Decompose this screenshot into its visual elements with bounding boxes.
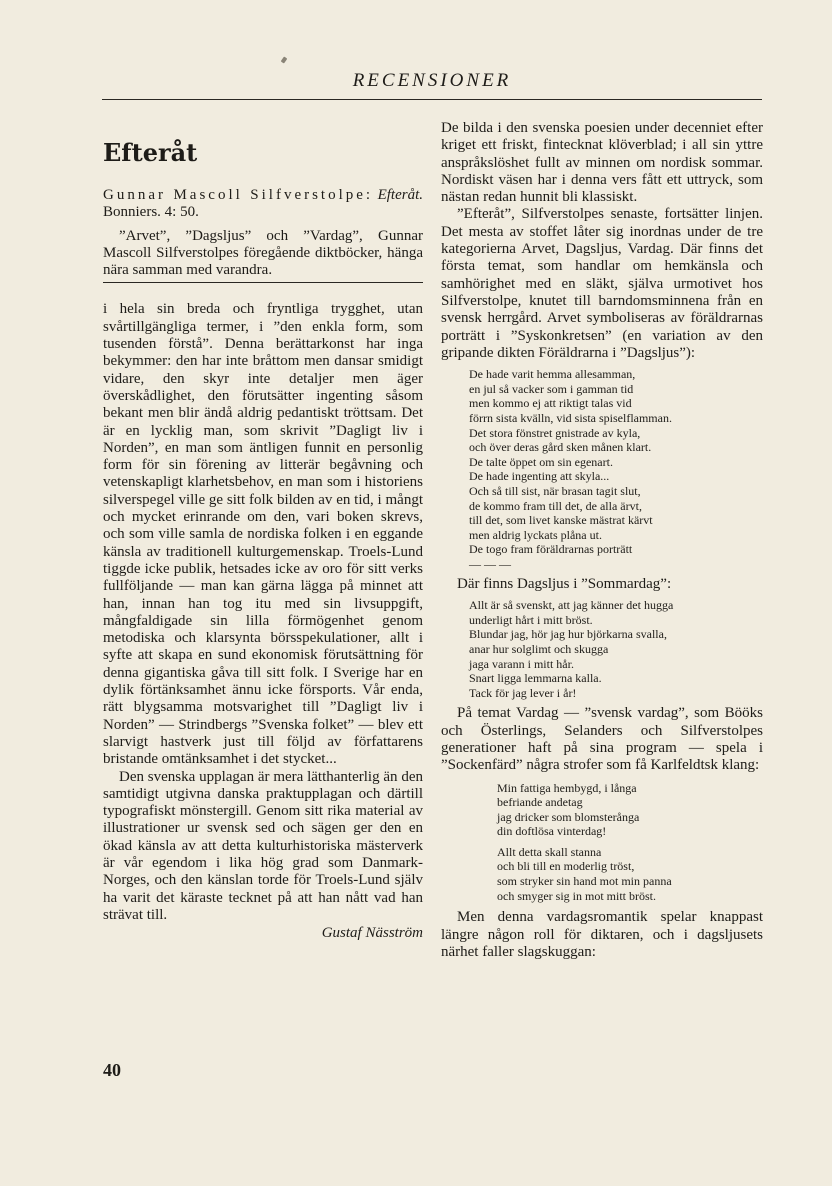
right-paragraph-2: ”Efteråt”, Silfverstolpes senaste, fortsätter linjen. Det mesta av stoffet låter sig inordnas under de tre kategorierna Arvet, Dagsljus, Vardag. Där finns det första temat, som handlar om hemkänsla och samhörighet med en släkt, själva urmotivet hos Silfverstolpe, knutet till barndomsminnena från en svensk herrgård. Arvet symboliseras av föräldrarnas porträtt i ”Syskonkretsen” (en variation av den gripande dikten Föräldrarna i ”Dagsljus”): <box>441 206 763 361</box>
right-paragraph-5: Men denna vardagsromantik spelar knappast längre någon roll för diktaren, och i dagsljusets närhet faller slagskuggan: <box>441 909 763 960</box>
poem-line: de kommo fram till det, de alla ärvt, <box>469 498 642 513</box>
poem-sommardag <box>469 598 763 700</box>
section-header: RECENSIONER <box>352 70 512 91</box>
article-title: Efteråt <box>103 138 198 167</box>
poem-line: jaga varann i mitt hår. <box>469 656 574 671</box>
byline-publisher: Bonniers. 4: 50. <box>103 204 199 221</box>
left-column <box>103 120 423 942</box>
poem-end-dashes: — — — <box>469 556 511 571</box>
poem-syskonkretsen <box>469 367 763 571</box>
byline <box>103 187 423 222</box>
page-number: 40 <box>103 1060 121 1080</box>
poem-line: befriande andetag <box>497 795 583 810</box>
right-paragraph-4: På temat Vardag — ”svensk vardag”, som Bööks och Österlings, Selanders och Silfverstolpes generationer haft på sina program — spela i ”Sockenfärd” några strofer som få Karlfeldtsk klang: <box>441 705 763 774</box>
byline-author: Gunnar Mascoll Silfverstolpe: <box>103 187 374 203</box>
poem-line: och smyger sig in mot mitt bröst. <box>497 888 656 903</box>
poem-line: och bli till en moderlig tröst, <box>497 859 635 874</box>
signature: Gustaf Näsström <box>321 925 423 942</box>
poem-line: Det stora fönstret gnistrade av kyla, <box>469 425 641 440</box>
poem-line: men aldrig lyckats plåna ut. <box>469 527 602 542</box>
poem-line: De hade ingenting att skyla... <box>469 469 610 484</box>
byline-book: Efteråt. <box>377 187 423 203</box>
poem-line: Blundar jag, hör jag hur björkarna svalla, <box>469 627 667 642</box>
poem-line: anar hur solglimt och skugga <box>469 641 609 656</box>
poem-line: din doftlösa vinterdag! <box>497 824 607 839</box>
poem-line: jag dricker som blomsterånga <box>497 809 640 824</box>
poem-line: Min fattiga hembygd, i långa <box>497 780 637 795</box>
right-paragraph-1: De bilda i den svenska poesien under decenniet efter kriget ett friskt, fintecknat klöverblad; i all sin yttre anspråkslöshet fullt av minnen om nordisk sommar. Nordiskt väsen har i denna vers fått ett uttryck, som nästan redan hunnit bli klassiskt. <box>441 120 763 206</box>
poem-line: Tack för jag lever i år! <box>469 685 577 700</box>
header-rule <box>102 99 762 100</box>
left-paragraph-2: Den svenska upplagan är mera lätthanterlig än den samtidigt utgivna danska praktupplagan och därtill typografiskt mönstergill. Genom sitt rika material av illustrationer ur svensk sed och sägen ger den en ökad känsla av att detta kulturhistoriska mästerverk är vår egendom i lika hög grad som Danmark-Norges, och den känslan torde för Troels-Lund själv ha varit det käraste tecknet på att han nått vad han strävat till. <box>103 768 423 923</box>
poem-line: De talte öppet om sin egenart. <box>469 454 613 469</box>
poem-line: De togo fram föräldrarnas porträtt <box>469 542 633 557</box>
poem-line: Allt är så svenskt, att jag känner det hugga <box>469 598 674 613</box>
poem-sockenfard <box>497 781 763 904</box>
poem-line: Snart ligga lemmarna kalla. <box>469 671 602 686</box>
poem-line: men kommo ej att riktigt talas vid <box>469 396 632 411</box>
poem-line: Och så till sist, när brasan tagit slut, <box>469 483 641 498</box>
left-paragraph-1: i hela sin breda och fryntliga trygghet, utan svårtillgängliga termer, i ”den enkla form, som tusenden förstå”. Denna berättarkonst har inga bekymmer: den har inte bråttom men dansar smidigt vidare, den skyr inte detaljer men äger överskådlighet, den förutsätter ingenting såsom bekant men blir ändå aldrig pedantiskt tröttsam. Det är en lycklig man, som skrivit ”Dagligt liv i Norden”, en man som äntligen funnit en personlig form för sin förening av litterär begåvning och vetenskapligt klarhetsbehov, en man som i historiens silverspegel ville ge sitt folk bilden av en tid, i mångt och mycket erinrande om den, vari boken skrevs, och som ville samla de nordiska folken i en eggande känsla av traditionell kulturgemenskap. Troels-Lund tiggde icke publik, hetsades icke av oro för sitt verks fullföljande — man kan gärna lägga på minnet att han, innan han tog itu med sin livsuppgift, mångfaldigade sin lilla förmögenhet genom metodiska och klarsynta börsspekulationer, allt i syfte att skapa en sund ekonomisk förutsättning för denna gigantiska gåva till sitt folk. I Sverige har en dylik förtänksamhet ännu icke försports. Vår enda, rätt blygsamma motsvarighet till ”Dagligt liv i Norden” — Strindbergs ”Svenska folket” — blev ett slarvigt hastverk just till följd av författarens bristande omtänksamhet i det stycket... <box>103 301 423 768</box>
poem-line: en jul så vacker som i gamman tid <box>469 381 634 396</box>
ink-speck <box>281 56 288 63</box>
poem-line: till det, som livet kanske mästrat kärvt <box>469 513 653 528</box>
poem-line: Allt detta skall stanna <box>497 844 602 859</box>
poem-line: underligt hårt i mitt bröst. <box>469 612 593 627</box>
poem-line: och över deras gård sken månen klart. <box>469 440 652 455</box>
intro-paragraph: ”Arvet”, ”Dagsljus” och ”Vardag”, Gunnar Mascoll Silfverstolpes föregående diktböcker, hänga nära samman med varandra. <box>103 228 423 284</box>
right-paragraph-3: Där finns Dagsljus i ”Sommardag”: <box>457 575 672 592</box>
poem-line: De hade varit hemma allesamman, <box>469 367 636 382</box>
poem-line: som stryker sin hand mot min panna <box>497 874 672 889</box>
poem-line: förrn sista kvälln, vid sista spiselflamman. <box>469 410 672 425</box>
right-column <box>441 120 763 961</box>
